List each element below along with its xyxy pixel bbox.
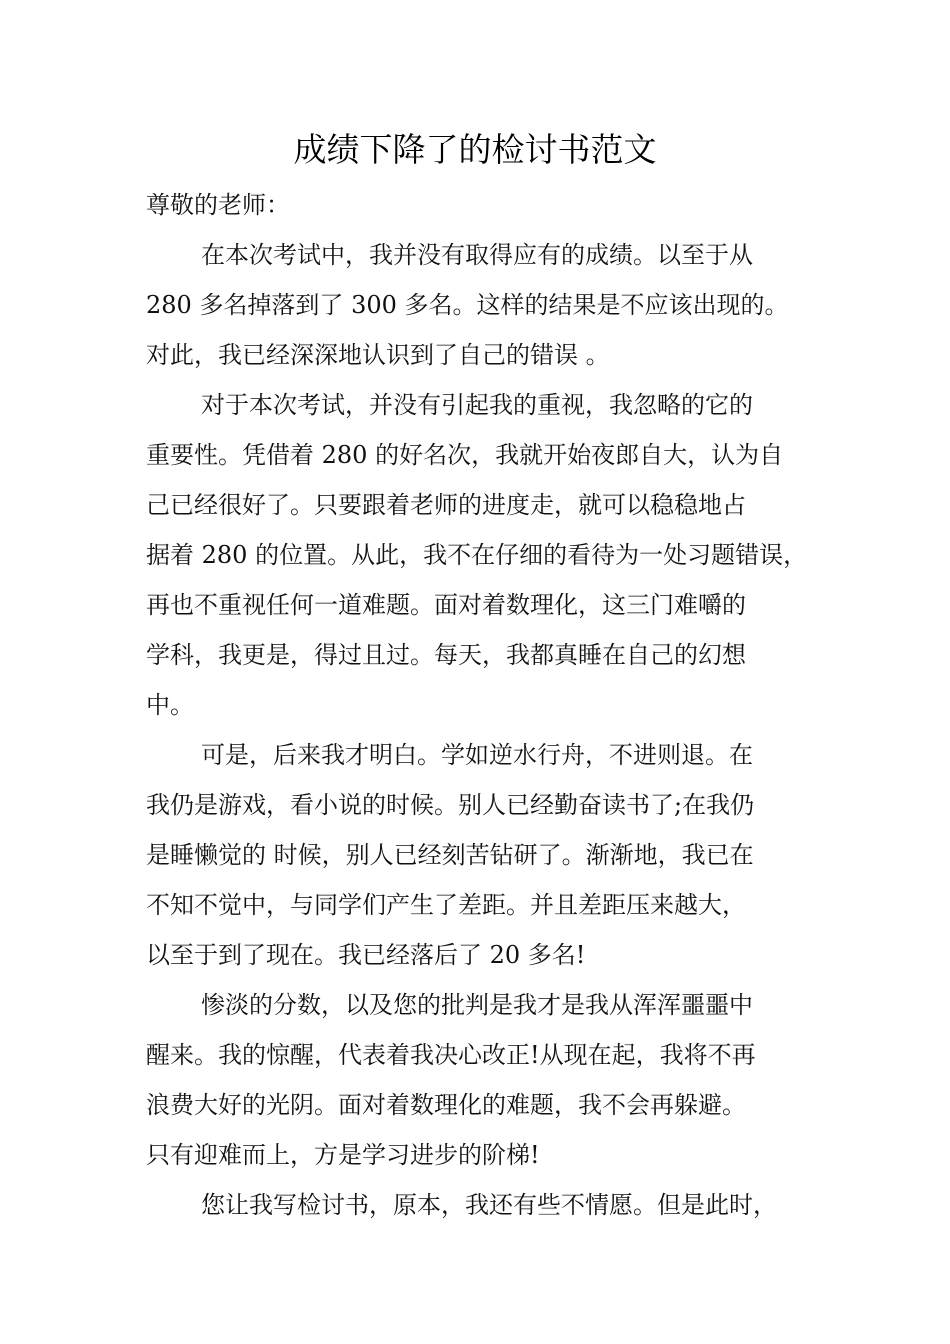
- text-line: 是睡懒觉的 时候，别人已经刻苦钻研了。渐渐地，我已在: [146, 841, 754, 869]
- text-line: 再也不重视任何一道难题。面对着数理化，这三门难嚼的: [146, 591, 746, 619]
- paragraph-1: [146, 230, 826, 380]
- text-line: 在本次考试中，我并没有取得应有的成绩。以至于从: [201, 241, 753, 269]
- text-line: 以至于到了现在。我已经落后了 20 多名!: [146, 941, 586, 969]
- text-line: 280 多名掉落到了 300 多名。这样的结果是不应该出现的。: [146, 291, 789, 319]
- paragraph-3: [146, 730, 826, 980]
- paragraph-5: [146, 1180, 826, 1230]
- text-line: 中。: [146, 691, 194, 719]
- text-line: 对此，我已经深深地认识到了自己的错误 。: [146, 341, 610, 369]
- text-line: 惨淡的分数，以及您的批判是我才是我从浑浑噩噩中: [201, 991, 753, 1019]
- text-line: 据着 280 的位置。从此，我不在仔细的看待为一处习题错误，: [146, 541, 808, 569]
- text-line: 不知不觉中，与同学们产生了差距。并且差距压来越大，: [146, 891, 746, 919]
- text-line: 学科，我更是，得过且过。每天，我都真睡在自己的幻想: [146, 641, 746, 669]
- text-line: 我仍是游戏，看小说的时候。别人已经勤奋读书了;在我仍: [146, 791, 755, 819]
- text-line: 浪费大好的光阴。面对着数理化的难题，我不会再躲避。: [146, 1091, 746, 1119]
- text-line: 重要性。凭借着 280 的好名次，我就开始夜郎自大，认为自: [146, 441, 784, 469]
- text-line: 您让我写检讨书，原本，我还有些不情愿。但是此时，: [201, 1191, 777, 1219]
- text-line: 只有迎难而上，方是学习进步的阶梯!: [146, 1141, 540, 1169]
- text-line: 可是，后来我才明白。学如逆水行舟，不进则退。在: [201, 741, 753, 769]
- text-line: 对于本次考试，并没有引起我的重视，我忽略的它的: [201, 391, 753, 419]
- paragraph-2: [146, 380, 826, 730]
- salutation: 尊敬的老师：: [146, 191, 290, 219]
- paragraph-4: [146, 980, 826, 1180]
- text-line: 醒来。我的惊醒，代表着我决心改正!从现在起，我将不再: [146, 1041, 756, 1069]
- document-title: 成绩下降了的检讨书范文: [293, 130, 657, 169]
- text-line: 己已经很好了。只要跟着老师的进度走，就可以稳稳地占: [146, 491, 746, 519]
- document-body: [146, 180, 826, 1230]
